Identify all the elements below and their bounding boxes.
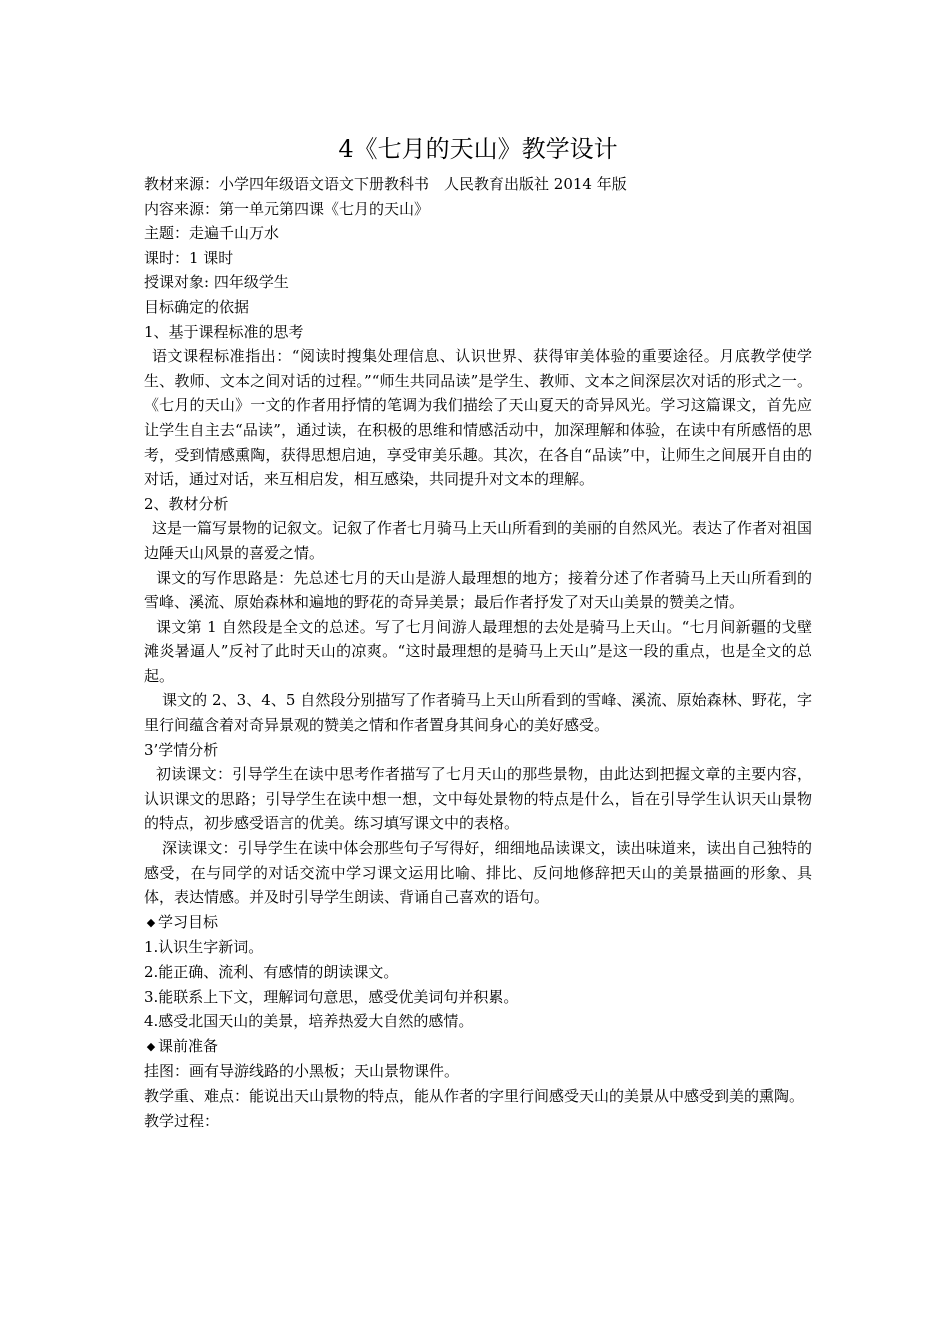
section-heading-textbook: 2、教材分析 <box>144 494 229 513</box>
objectives-heading <box>144 910 812 936</box>
curriculum-paragraph: 语文课程标准指出：“阅读时搜集处理信息、认识世界、获得审美体验的重要途径。月底教学使学生、教师、文本之间对话的过程。”“师生共同品读”是学生、教师、文本之间深层次对话的形式之一。《七月的天山》一文的作者用抒情的笔调为我们描绘了天山夏天的奇异风光。学习这篇课文，首先应让学生自主去“品读”，通过读，在积极的思维和情感活动中，加深理解和体验，在读中有所感悟的思考，受到情感熏陶，获得思想启迪，享受审美乐趣。其次，在各自“品读”中，让师生之间展开自由的对话，通过对话，来互相启发，相互感染，共同提升对文本的理解。 <box>144 347 812 489</box>
content-source: 内容来源：第一单元第四课《七月的天山》 <box>144 199 430 218</box>
teaching-process-heading: 教学过程： <box>144 1111 220 1130</box>
student-analysis-paragraph: 初读课文：引导学生在读中思考作者描写了七月天山的那些景物，由此达到把握文章的主要内容，认识课文的思路；引导学生在读中想一想，文中每处景物的特点是什么，旨在引导学生认识天山景物的特点，初步感受语言的优美。练习填写课文中的表格。 <box>144 765 812 833</box>
key-difficult-points: 教学重、难点：能说出天山景物的特点，能从作者的字里行间感受天山的美景从中感受到美的熏陶。 <box>144 1086 805 1105</box>
document-page <box>144 132 812 1133</box>
section-heading-curriculum: 1、基于课程标准的思考 <box>144 322 304 341</box>
textbook-paragraph: 课文的 2、3、4、5 自然段分别描写了作者骑马上天山所看到的雪峰、溪流、原始森林、野花，字里行间蕴含着对奇异景观的赞美之情和作者置身其间身心的美好感受。 <box>144 691 812 735</box>
objective-item: 3.能联系上下文，理解词句意思，感受优美词句并积累。 <box>144 987 519 1006</box>
preparation-materials: 挂图：画有导游线路的小黑板；天山景物课件。 <box>144 1062 460 1081</box>
student-analysis-paragraph: 深读课文：引导学生在读中体会那些句子写得好，细细地品读课文，读出味道来，读出自己独特的感受，在与同学的对话交流中学习课文运用比喻、排比、反问地修辞把天山的美景描画的形象、具体，表达情感。并及时引导学生朗读、背诵自己喜欢的语句。 <box>144 839 812 907</box>
textbook-source: 教材来源：小学四年级语文语文下册教科书 人民教育出版社 2014 年版 <box>144 175 627 193</box>
textbook-paragraph: 课文第 1 自然段是全文的总述。写了七月间游人最理想的去处是骑马上天山。“七月间新疆的戈壁滩炎暑逼人”反衬了此时天山的凉爽。“这时最理想的是骑马上天山”是这一段的重点，也是全文的总起。 <box>144 617 812 685</box>
objectives-heading-label: 学习目标 <box>158 912 219 931</box>
preparation-heading-label: 课前准备 <box>158 1036 219 1055</box>
document-title: 4《七月的天山》教学设计 <box>338 135 618 163</box>
textbook-paragraph: 课文的写作思路是：先总述七月的天山是游人最理想的地方；接着分述了作者骑马上天山所看到的雪峰、溪流、原始森林和遍地的野花的奇异美景；最后作者抒发了对天山美景的赞美之情。 <box>144 568 812 612</box>
preparation-heading <box>144 1034 812 1060</box>
lesson-theme: 主题：走遍千山万水 <box>144 224 280 243</box>
section-heading-student-analysis: 3’学情分析 <box>144 740 219 759</box>
objective-item: 4.感受北国天山的美景，培养热爱大自然的感情。 <box>144 1012 474 1031</box>
textbook-paragraph: 这是一篇写景物的记叙文。记叙了作者七月骑马上天山所看到的美丽的自然风光。表达了作者对祖国边陲天山风景的喜爱之情。 <box>144 519 813 562</box>
objective-item: 2.能正确、流利、有感情的朗读课文。 <box>144 963 399 981</box>
objective-item: 1.认识生字新词。 <box>144 938 264 957</box>
lesson-audience: 授课对象: 四年级学生 <box>144 273 289 292</box>
diamond-bullet-icon: ◆ <box>146 1039 156 1053</box>
basis-heading: 目标确定的依据 <box>144 297 250 316</box>
lesson-hours: 课时：1 课时 <box>144 248 234 267</box>
diamond-bullet-icon: ◆ <box>146 915 156 929</box>
